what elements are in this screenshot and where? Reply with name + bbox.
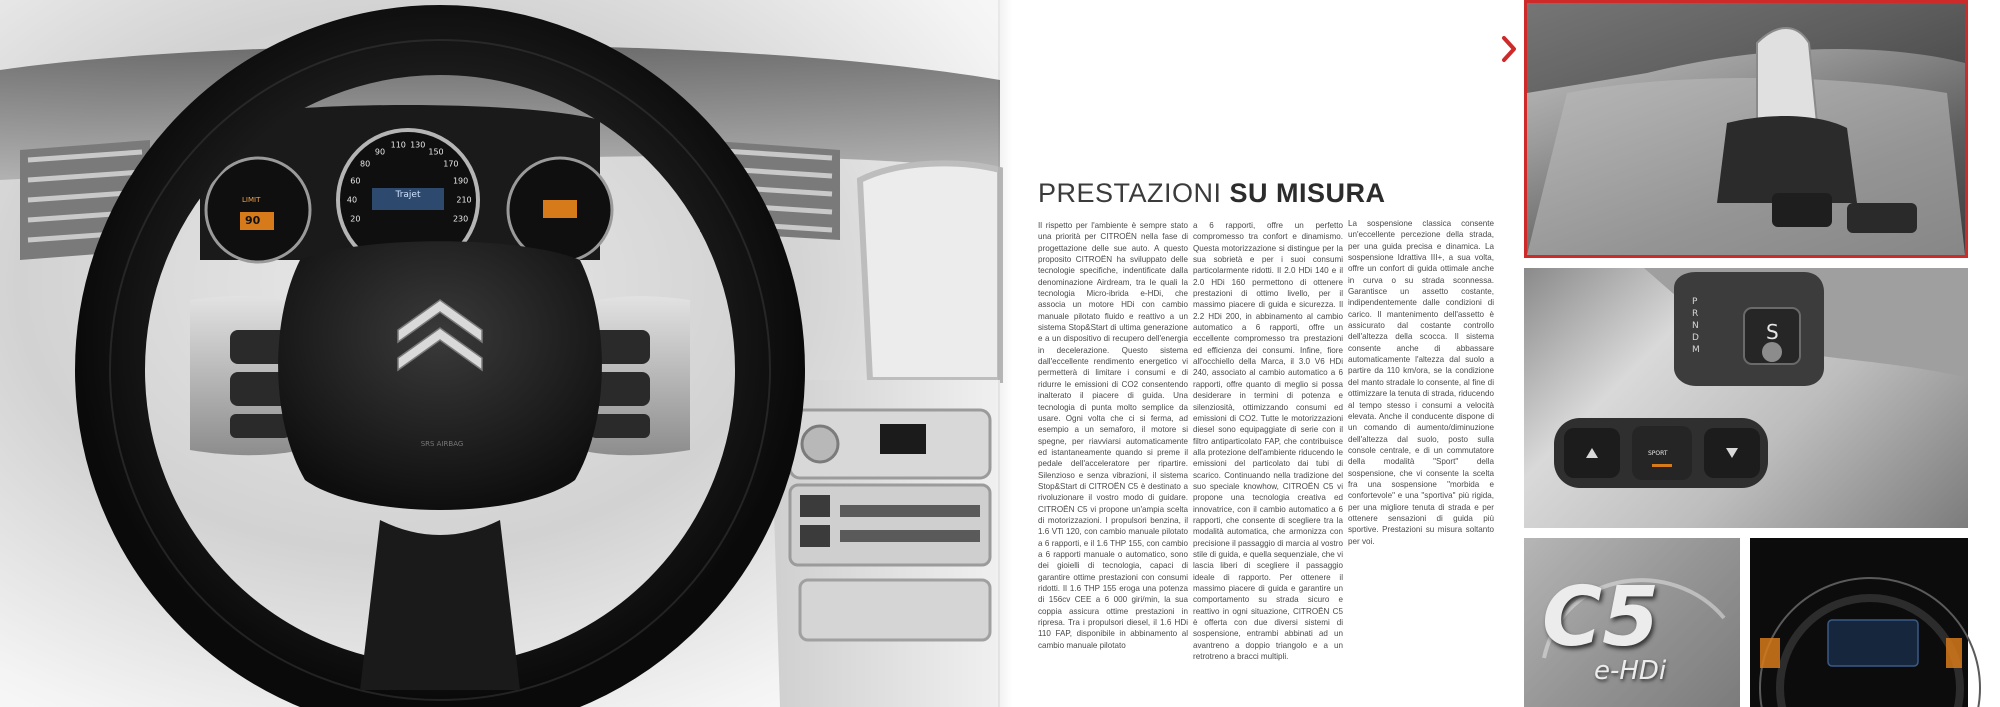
sport-mode-label: SPORT — [1648, 450, 1668, 457]
text-column-3 — [1348, 218, 1494, 546]
speedo-tick-label: 190 — [452, 176, 469, 186]
speedo-display-label: Trajet — [395, 190, 421, 200]
speedo-tick-label: 130 — [410, 140, 426, 150]
center-console — [770, 380, 1000, 707]
page-gutter — [998, 0, 1012, 707]
bottom-spoke — [360, 520, 520, 690]
instrument-cluster-photo — [1750, 538, 1968, 707]
gear-letter: N — [1692, 321, 1699, 331]
speedo-tick-label: 110 — [390, 140, 406, 150]
left-display-label: LIMIT — [242, 196, 261, 204]
badge-model: C5 — [1542, 570, 1660, 665]
speedo-tick-label: 90 — [374, 147, 386, 156]
sport-button-s-label: S — [1766, 320, 1779, 344]
wheel-hub — [278, 241, 602, 510]
right-display — [543, 200, 577, 218]
speedo-tick-label: 60 — [350, 176, 361, 186]
speedo-tick-label: 230 — [452, 214, 469, 224]
gear-letter: R — [1692, 309, 1699, 319]
chevron-right-icon[interactable] — [1502, 36, 1516, 62]
door-frame — [860, 163, 1000, 380]
text-column-1 — [1038, 220, 1188, 685]
c5-badge-photo — [1524, 538, 1740, 707]
speedo-tick-label: 210 — [456, 195, 472, 205]
speedo-tick-label: 40 — [346, 195, 358, 205]
column-2-text: a 6 rapporti, offre un perfetto compromesso tra confort e dinamismo. Questa motorizzazione si distingue per la sua sobrietà e per i suoi consumi particolarmente ridotti. Il 2.0 HDi 140 e il 2.0 HDi 160 permettono di ottenere prestazioni di ottimo livello, per il massimo piacere di guida e sicurezza. Il 2.2 HDi 200, in abbinamento al cambio automatico a 6 rapporti, offre un eccellente compromesso tra prestazioni ed efficienza dei consumi. Infine, fiore all'occhiello della Marca, il 3.0 V6 HDi 240, associato al cambio automatico a 6 rapporti, offre quanto di meglio si possa desiderare in termini di potenza e silenziosità, ottimizzando consumi ed emissioni di CO2. Tutte le motorizzazioni diesel sono equipaggiate di serie con il filtro antiparticolato FAP, che contribuisce alla protezione dell'ambiente riducendo le emissioni del particolato dai tubi di scarico. Continuando nella tradizione del suo speciale knowhow, CITROËN C5 vi propone una tecnologia creativa ed innovatrice, con il cambio automatico a 6 rapporti, che consente di scegliere tra la modalità automatica, che armonizza con precisione il passaggio di marcia al vostro stile di guida, e quella sequenziale, che vi lascia liberi di scegliere il passaggio ideale di rapporto. Per ottenere il massimo piacere di guida e garantire un comportamento su strada sicuro e reattivo in ogni situazione, CITROËN C5 è offerta con due diversi sistemi di sospensione, entrambi abbinati ad un avantreno a doppio triangolo e a un retrotreno a bracci multipli. — [1193, 221, 1343, 662]
title-bold: SU MISURA — [1229, 178, 1386, 208]
gear-letter: P — [1692, 297, 1698, 307]
speedo-tick-label: 80 — [360, 159, 371, 169]
title-light: PRESTAZIONI — [1038, 178, 1230, 208]
gear-letters — [1692, 296, 1732, 356]
suspension-console-photo — [1524, 268, 1968, 528]
column-3-text: La sospensione classica consente un'eccellente percezione della strada, per una guida precisa e dinamica. La sospensione Idrattiva III+, a sua volta, offre un confort di guida ottimale anche in curva o su strada sconnessa. Garantisce un assetto costante, indipendentemente dalle condizioni di carico. Il mantenimento dell'assetto è assicurato dal costante controllo dell'altezza della scocca. Il sistema consente anche di abbassare automaticamente l'altezza dal suolo a partire da 110 km/ora, se la condizione del manto stradale lo consente, al fine di ottimizzare la tenuta di strada, riducendo al tempo stesso i consumi a velocità elevata. Anche il conducente dispone di un comando di aumento/diminuzione dell'altezza dal suolo, posto sulla console centrale, e di un commutatore della modalità "Sport" della sospensione, che vi consente la scelta fra una sospensione "morbida e confortevole" e una "sportiva" più rigida, per una migliore tenuta di strada e per ottenere sensazioni di guida più sportive. Prestazioni su misura soltanto per voi. — [1348, 219, 1494, 546]
speedo-tick-label: 150 — [428, 147, 444, 156]
gear-shift-photo — [1524, 0, 1968, 258]
airbag-label: SRS AIRBAG — [420, 440, 464, 448]
gear-letter: M — [1692, 345, 1700, 355]
gear-letter: D — [1692, 333, 1699, 343]
badge-sub: e-HDi — [1594, 656, 1667, 686]
text-column-2 — [1193, 220, 1343, 685]
speedo-tick-label: 170 — [443, 159, 459, 169]
speedo-tick-label: 20 — [350, 214, 361, 224]
page-title — [1038, 178, 1386, 209]
column-1-text: Il rispetto per l'ambiente è sempre stato una priorità per CITROËN nella fase di progettazione delle sue auto. A questo proposito CITROËN ha sviluppato delle tecnologie specifiche, indentificate dalla denominazione Airdream, tra le quali la tecnologia Micro-ibrida e-HDi, che associa un motore HDi con cambio manuale pilotato fluido e reattivo a un sistema Stop&Start di ultima generazione e a un dispositivo di recupero dell'energia in decelerazione. Questo sistema dall'eccellente rendimento energetico vi permetterà di limitare i consumi e di ridurre le emissioni di CO2 consentendo inalterato il piacere di guida. Una tecnologia di punta molto semplice da usare. Ogni volta che ci si ferma, ad esempio a un semaforo, il motore si spegne, per riavviarsi automaticamente ed istantaneamente quando si preme il pedale dell'acceleratore per ripartire. Silenzioso e senza vibrazioni, il sistema Stop&Start di CITROËN C5 è destinato a rivoluzionare il vostro modo di guidare. CITROËN C5 vi propone un'ampia scelta di motorizzazioni. I propulsori benzina, il 1.6 VTi 120, con cambio manuale pilotato a 6 rapporti, e il 1.6 THP 155, con cambio a 6 rapporti manuale o automatico, sono dei gioielli di tecnologia, capaci di garantire ottime prestazioni con consumi ridotti. Il 1.6 THP 155 eroga una potenza di 156cv CEE a 6 000 giri/min, la sua coppia assicura ottime prestazioni in ripresa. Tra i propulsori diesel, il 1.6 HDi 110 FAP, disponibile in abbinamento al cambio manuale pilotato — [1038, 221, 1188, 650]
left-display-readout: 90 — [245, 214, 261, 227]
